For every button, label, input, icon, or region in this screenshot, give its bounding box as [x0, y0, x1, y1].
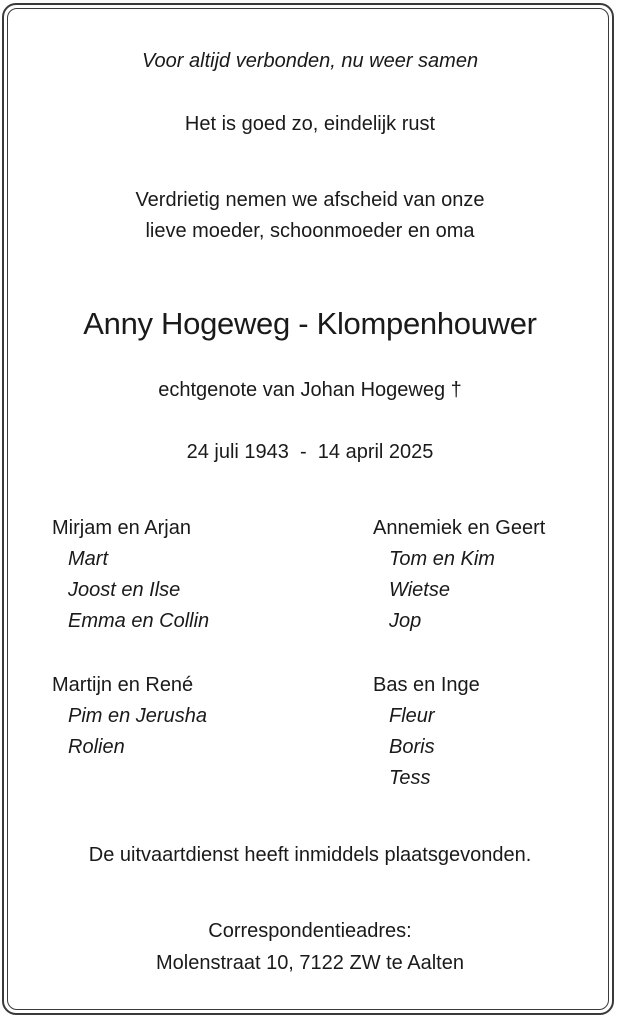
family-child: Wietse: [389, 579, 450, 601]
family-child: Tess: [389, 767, 431, 789]
deceased-name: Anny Hogeweg - Klompenhouwer: [83, 306, 537, 341]
family-group-left-2: [52, 670, 207, 763]
correspondence-label: Correspondentieadres:: [208, 920, 412, 942]
intro-line-2: lieve moeder, schoonmoeder en oma: [145, 220, 475, 242]
family-group-right-2: [373, 670, 480, 794]
family-child: Boris: [389, 736, 435, 758]
spouse-line: echtgenote van Johan Hogeweg †: [158, 379, 462, 401]
family-parents: Martijn en René: [52, 674, 194, 696]
family-child: Mart: [68, 548, 108, 570]
family-child: Joost en Ilse: [68, 579, 181, 601]
rest-line: Het is goed zo, eindelijk rust: [184, 113, 436, 135]
family-child: Pim en Jerusha: [68, 705, 207, 727]
family-child: Tom en Kim: [389, 548, 495, 570]
family-parents: Annemiek en Geert: [373, 517, 546, 539]
family-group-left-1: [52, 513, 209, 637]
service-note: De uitvaartdienst heeft inmiddels plaatsgevonden.: [88, 844, 532, 866]
family-parents: Mirjam en Arjan: [52, 517, 191, 539]
family-child: Fleur: [389, 705, 435, 727]
family-parents: Bas en Inge: [373, 674, 480, 696]
family-group-right-1: [373, 513, 545, 637]
correspondence-address: Molenstraat 10, 7122 ZW te Aalten: [156, 952, 464, 974]
intro-line-1: Verdrietig nemen we afscheid van onze: [135, 189, 485, 211]
family-child: Jop: [389, 610, 422, 632]
motto: Voor altijd verbonden, nu weer samen: [141, 50, 479, 72]
life-dates: 24 juli 1943 - 14 april 2025: [186, 441, 434, 463]
family-child: Emma en Collin: [68, 610, 210, 632]
family-child: Rolien: [68, 736, 125, 758]
